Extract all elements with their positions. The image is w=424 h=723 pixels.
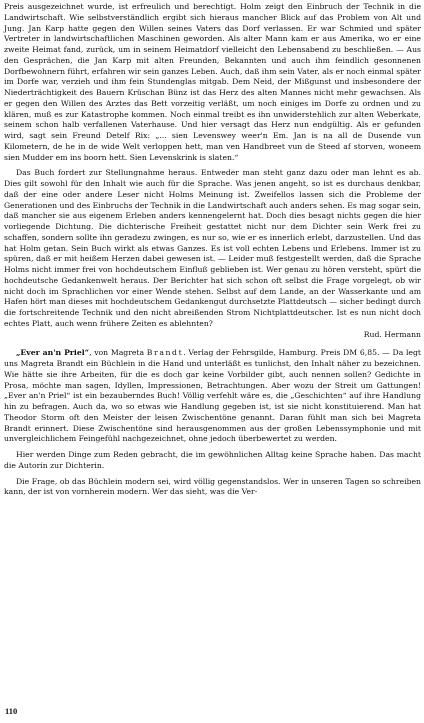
article-paragraph-2: Das Buch fordert zur Stellungnahme heraus. Entweder man steht ganz dazu oder man lehnt es ab. Dies gilt sowohl für den Inhalt wie auch für die Sprache. Was jenen angeht, so ist es durchaus denkbar, daß der eine oder andere Leser nicht Holms Meinung ist. Zweifellos lassen sich die Probleme der Generationen und des Einbruchs der Technik in die Landwirtschaft auch anders sehen. Es mag sogar sein, daß mancher sie aus eigenem Erleben anders kennengelernt hat. Doch dies besagt nichts gegen die hier vorliegende Dichtung. Die dichterische Freiheit gestattet nicht nur dem Dichter sein Werk frei zu schaffen, sondern sollte ihn geradezu zwingen, es nur so, wie er es innerlich erlebt, darzustellen. Und das hat Holm getan. Sein Buch wirkt als etwas Ganzes. Es ist voll echten Lebens und Erlebens. Immer ist zu spüren, daß er mit heißem Herzen dabei gewesen ist. — Leider muß festgestellt werden, daß die Sprache Holms nicht immer frei von hochdeutschem Einfluß geblieben ist. Wer genau zu hören versteht, spürt die hochdeutsche Gedankenwelt heraus. Der Berichter hat sich schon oft selbst die Frage vorgelegt, ob wir nicht doch im Sprachlichen vor einer Wende stehen. Selbst auf dem Lande, an der Wasserkante und am Hafen hört man dieses mit hochdeutschem Gedankengut durchsetzte Plattdeutsch — sicher bedingt durch die fortschreitende Technik und den nicht abreißenden Strom Nichtplattdeutscher. Ist es nun nicht doch echtes Platt, auch wenn frühere Zeiten es ablehnten? (4, 168, 421, 328)
article-signature: Rud. Hermann (363, 329, 421, 339)
review-book-title: „Ever an'n Priel“ (16, 348, 90, 358)
review-paragraph-3: Die Frage, ob das Büchlein modern sei, wird völlig gegenstandslos. Wer in unseren Tagen so schreiben kann, der ist von vornherein modern. Wer das sieht, was die Ver- (4, 476, 421, 497)
article-paragraph-1: Preis ausgezeichnet wurde, ist erfreulich und berechtigt. Holm zeigt den Einbruch der Technik in die Landwirtschaft. Wie selbstverständlich ergibt sich hieraus mancher Blick auf das Problem von Alt und Jung. Jan Karp hatte gegen den Willen seines Vaters das Dorf verlassen. Er war Schmied und später Vertreter in landwirtschaftlichen Maschinen geworden. Als alter Mann kam er aus Amerika, wo er eine zweite Heimat fand, zurück, um in seinem Heimatdorf vielleicht den Lebensabend zu beschließen. — Aus den Gesprächen, die Jan Karp mit alten Freunden, Bekannten und auch ihm feindlich gesonnenen Dorfbewohnern führt, erfahren wir sein ganzes Leben. Auch, daß ihm sein Vater, als er noch einmal später im Dorfe war, verzieh und ihm fein Stundenglas mitgab. Dem Neid, der Mißgunst und insbesondere der Niederträchtigkeit des Bauern Krüschan Bünz ist das Herz des alten Mannes nicht mehr gewachsen. Als er gegen den Willen des Arztes das Bett vorzeitig verläßt, um noch einiges im Dorfe zu ordnen und zu klären, muß es zur Katastrophe kommen. Noch einmal treibt es ihn unwiderstehlich zur alten Weberkate, seinem schon halb verfallenen Vaterhause. Und hier versagt das Herz nun endgültig. Als er gefunden wird, sagt sein Freund Detelf Rix: „... sien Levenswey weer'n Em. Jan is na all de Dusende vun Kilometern, de he in de wide Welt verloppen hett, man ven Handbreet vun de Steed af storven, woneem sien Mudder em ins boorn hett. Sien Levenskrink is slaten.“ (4, 2, 421, 162)
page-number: 110 (5, 706, 18, 716)
review-author-name: Brandt (146, 348, 184, 358)
review-paragraph-1 (4, 348, 421, 445)
review-body: . Verlag der Fehrsgilde, Hamburg. Preis DM 6,85. — Da legt uns Magreta Brandt ein Büchlein in die Hand und unterläßt es tunlichst, den Inhalt näher zu bezeichnen. Wie hätte sie ihre Arbeiten, für die es doch gar keine Vorbilder gibt, auch nennen sollen? Gedichte in Prosa, möchte man sagen, Idyllen, Impressionen, Betrachtungen. Aber wozu der Streit um Gattungen! „Ever an'n Priel“ ist ein bezauberndes Buch! Völlig verfehlt wäre es, die „Geschichten“ auf ihre Handlung hin zu befragen. Auch da, wo so etwas wie Handlung gegeben ist, ist sie nicht konstituierend. Man hat Theodor Storm oft den Meister der leisen Zwischentöne genannt. Daran fühlt man sich bei Magreta Brandt erinnert. Diese Zwischentöne sind herausgenommen aus der großen Lebenssymphonie und mit unvergleichlichem Feingefühl nachgezeichnet, ohne jedoch überbewertet zu werden. (4, 348, 421, 444)
review-author-prefix: , von Magreta (89, 348, 147, 358)
section-gap (4, 340, 421, 348)
review-paragraph-2: Hier werden Dinge zum Reden gebracht, die im gewöhnlichen Alltag keine Sprache haben. Das macht die Autorin zur Dichterin. (4, 450, 421, 470)
